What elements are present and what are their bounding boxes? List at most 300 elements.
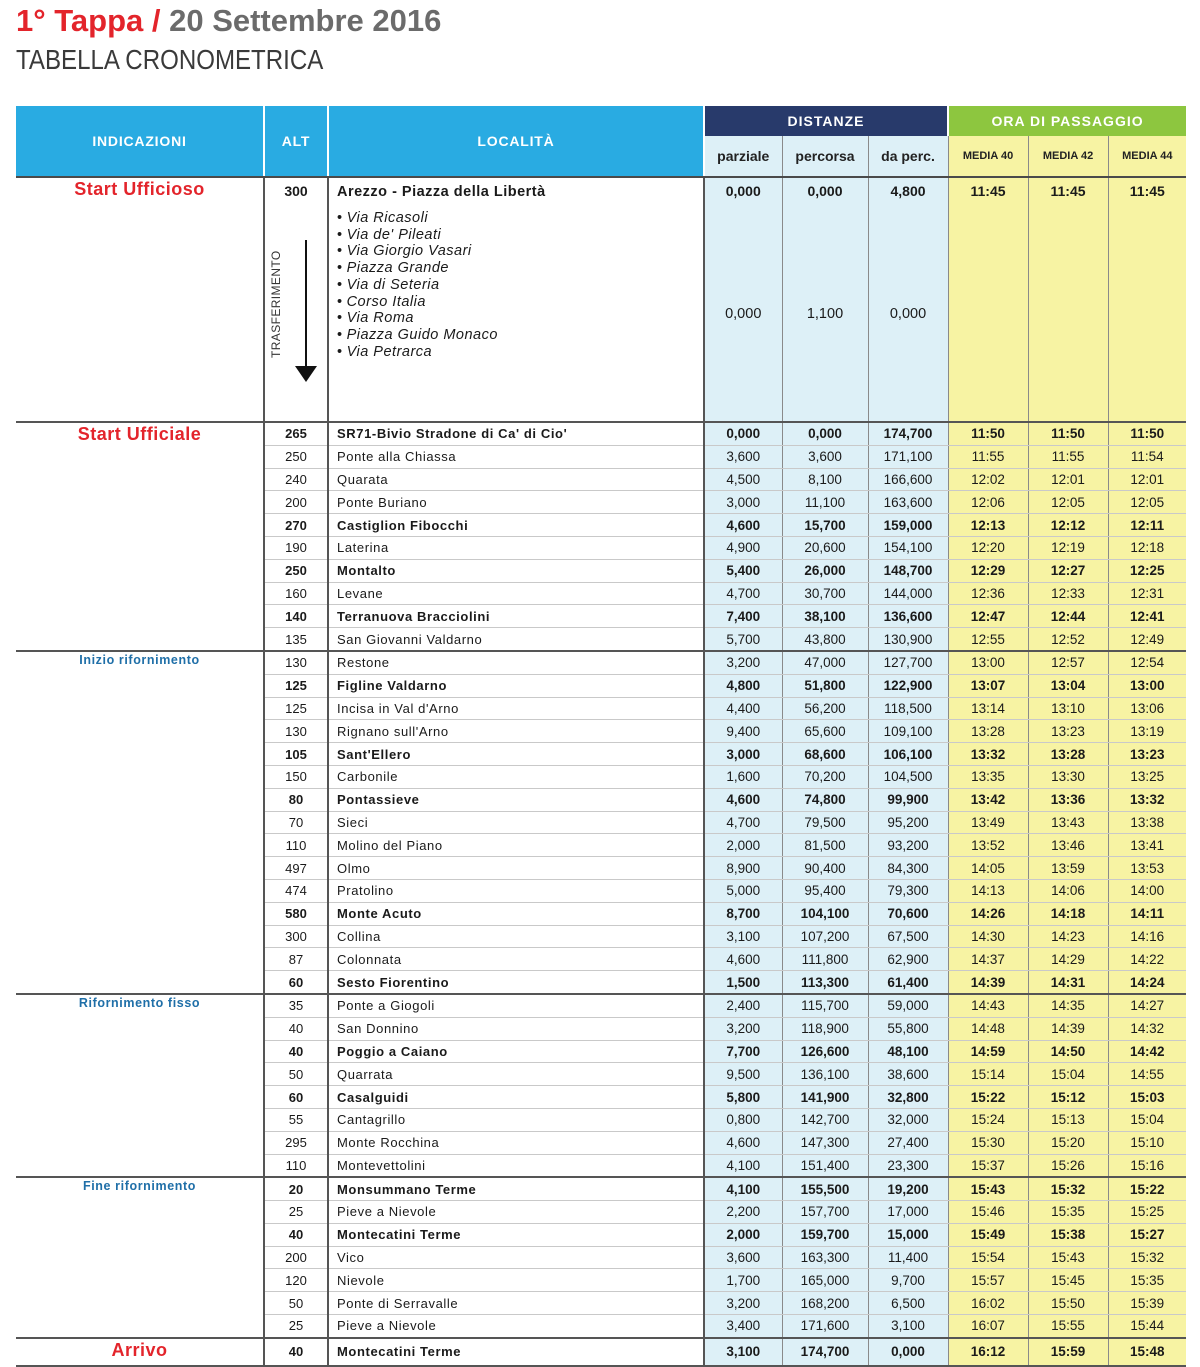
media42-value: 11:45 bbox=[1050, 183, 1086, 199]
da-perc-cell: 174,700 bbox=[868, 422, 948, 445]
parziale-cell: 9,400 bbox=[704, 720, 782, 743]
table-row bbox=[16, 1338, 1186, 1366]
media44-cell: 12:18 bbox=[1108, 536, 1186, 559]
media44-cell: 14:00 bbox=[1108, 879, 1186, 902]
media42-cell: 15:38 bbox=[1028, 1223, 1108, 1246]
parziale-cell: 3,600 bbox=[704, 445, 782, 468]
media42-cell: 15:50 bbox=[1028, 1292, 1108, 1315]
da-perc-cell: 154,100 bbox=[868, 536, 948, 559]
localita-cell: Monsummano Terme bbox=[328, 1177, 704, 1200]
da-perc-cell: 148,700 bbox=[868, 559, 948, 582]
indicazione-cell bbox=[16, 1177, 264, 1338]
media42-cell: 14:50 bbox=[1028, 1040, 1108, 1063]
localita-cell: Montecatini Terme bbox=[328, 1338, 704, 1366]
alt-cell: 40 bbox=[264, 1017, 328, 1040]
percorsa-cell: 68,600 bbox=[782, 743, 868, 766]
bullet-icon: • bbox=[337, 243, 343, 260]
da-perc-cell: 38,600 bbox=[868, 1063, 948, 1086]
media42-cell: 15:35 bbox=[1028, 1201, 1108, 1224]
trasf-percorsa-value: 1,100 bbox=[806, 306, 844, 322]
media44-cell: 13:53 bbox=[1108, 857, 1186, 880]
localita-cell: Ponte alla Chiassa bbox=[328, 445, 704, 468]
street-name: Via di Seteria bbox=[346, 276, 440, 293]
alt-cell: 190 bbox=[264, 536, 328, 559]
media44-cell: 13:25 bbox=[1108, 765, 1186, 788]
localita-cell: Montalto bbox=[328, 559, 704, 582]
street-item bbox=[337, 260, 703, 277]
media44-cell: 15:10 bbox=[1108, 1131, 1186, 1154]
media40-cell: 14:43 bbox=[948, 994, 1028, 1017]
media40-cell: 13:28 bbox=[948, 720, 1028, 743]
media44-cell: 15:25 bbox=[1108, 1201, 1186, 1224]
percorsa-cell: 157,700 bbox=[782, 1201, 868, 1224]
da-perc-cell: 159,000 bbox=[868, 514, 948, 537]
parziale-cell: 4,900 bbox=[704, 536, 782, 559]
street-item bbox=[337, 344, 703, 361]
media42-cell: 14:39 bbox=[1028, 1017, 1108, 1040]
table-row bbox=[16, 422, 1186, 445]
percorsa-cell: 165,000 bbox=[782, 1269, 868, 1292]
media42-cell: 12:57 bbox=[1028, 651, 1108, 674]
alt-cell: 125 bbox=[264, 697, 328, 720]
da-perc-cell: 27,400 bbox=[868, 1131, 948, 1154]
parziale-cell: 4,600 bbox=[704, 1131, 782, 1154]
media42-cell: 14:06 bbox=[1028, 879, 1108, 902]
media40-cell: 15:22 bbox=[948, 1086, 1028, 1109]
media40-cell: 12:02 bbox=[948, 468, 1028, 491]
localita-cell: Levane bbox=[328, 582, 704, 605]
media44-cell: 15:22 bbox=[1108, 1177, 1186, 1200]
alt-cell: 110 bbox=[264, 834, 328, 857]
media44-cell: 12:25 bbox=[1108, 559, 1186, 582]
bullet-icon: • bbox=[337, 293, 343, 310]
da-perc-cell: 48,100 bbox=[868, 1040, 948, 1063]
bullet-icon: • bbox=[337, 260, 343, 277]
da-perc-cell: 23,300 bbox=[868, 1154, 948, 1177]
street-name: Via Petrarca bbox=[346, 343, 433, 360]
percorsa-cell: 174,700 bbox=[782, 1338, 868, 1366]
street-name: Via Ricasoli bbox=[346, 210, 429, 226]
media40-cell: 12:36 bbox=[948, 582, 1028, 605]
title-separator: / bbox=[143, 3, 170, 38]
parziale-cell: 9,500 bbox=[704, 1063, 782, 1086]
media42-cell: 13:43 bbox=[1028, 811, 1108, 834]
percorsa-cell: 168,200 bbox=[782, 1292, 868, 1315]
media42-cell: 15:45 bbox=[1028, 1269, 1108, 1292]
indicazione-cell bbox=[16, 651, 264, 994]
street-name: Piazza Grande bbox=[346, 260, 449, 277]
indicazione-label: Inizio rifornimento bbox=[79, 652, 200, 667]
localita-cell: Sant'Ellero bbox=[328, 743, 704, 766]
media40-cell: 12:29 bbox=[948, 559, 1028, 582]
da-perc-cell: 15,000 bbox=[868, 1223, 948, 1246]
media40-cell: 14:37 bbox=[948, 948, 1028, 971]
bullet-icon: • bbox=[337, 310, 343, 327]
localita-cell: Monte Acuto bbox=[328, 902, 704, 925]
localita-cell: Castiglion Fibocchi bbox=[328, 514, 704, 537]
da-perc-cell: 6,500 bbox=[868, 1292, 948, 1315]
da-perc-cell: 84,300 bbox=[868, 857, 948, 880]
parziale-cell: 3,600 bbox=[704, 1246, 782, 1269]
localita-cell: Carbonile bbox=[328, 765, 704, 788]
localita-cell: Ponte a Giogoli bbox=[328, 994, 704, 1017]
da-perc-cell: 62,900 bbox=[868, 948, 948, 971]
parziale-cell: 3,200 bbox=[704, 1292, 782, 1315]
da-perc-cell: 17,000 bbox=[868, 1201, 948, 1224]
da-perc-cell: 127,700 bbox=[868, 651, 948, 674]
media40-cell: 16:02 bbox=[948, 1292, 1028, 1315]
localita-name: Arezzo - Piazza della Libertà bbox=[337, 184, 546, 200]
col-localita: LOCALITÀ bbox=[328, 106, 704, 177]
media44-cell: 13:41 bbox=[1108, 834, 1186, 857]
media44-cell: 13:06 bbox=[1108, 697, 1186, 720]
bullet-icon: • bbox=[337, 276, 343, 293]
media40-cell: 15:24 bbox=[948, 1108, 1028, 1131]
parziale-cell: 4,700 bbox=[704, 582, 782, 605]
alt-cell: 120 bbox=[264, 1269, 328, 1292]
alt-cell: 55 bbox=[264, 1108, 328, 1131]
percorsa-cell: 15,700 bbox=[782, 514, 868, 537]
street-name: Via de' Pileati bbox=[346, 226, 442, 243]
parziale-cell: 3,100 bbox=[704, 925, 782, 948]
media40-cell: 12:55 bbox=[948, 628, 1028, 651]
media44-cell: 12:54 bbox=[1108, 651, 1186, 674]
indicazione-label: Rifornimento fisso bbox=[78, 995, 201, 1010]
localita-cell: Vico bbox=[328, 1246, 704, 1269]
parziale-cell: 4,600 bbox=[704, 788, 782, 811]
da-perc-cell: 99,900 bbox=[868, 788, 948, 811]
percorsa-cell: 20,600 bbox=[782, 536, 868, 559]
alt-cell: 270 bbox=[264, 514, 328, 537]
media40-cell: 13:00 bbox=[948, 651, 1028, 674]
da-perc-cell: 144,000 bbox=[868, 582, 948, 605]
localita-cell: Casalguidi bbox=[328, 1086, 704, 1109]
da-perc-cell: 55,800 bbox=[868, 1017, 948, 1040]
parziale-cell: 0,000 bbox=[704, 422, 782, 445]
percorsa-value: 0,000 bbox=[807, 183, 843, 199]
parziale-cell: 4,100 bbox=[704, 1154, 782, 1177]
col-indicazioni: INDICAZIONI bbox=[16, 106, 264, 177]
media42-cell: 13:30 bbox=[1028, 765, 1108, 788]
media40-cell: 12:20 bbox=[948, 536, 1028, 559]
da-perc-cell: 130,900 bbox=[868, 628, 948, 651]
da-perc-cell: 118,500 bbox=[868, 697, 948, 720]
col-alt: ALT bbox=[264, 106, 328, 177]
trasferimento-label: TRASFERIMENTO bbox=[269, 250, 283, 358]
percorsa-cell: 95,400 bbox=[782, 879, 868, 902]
media42-cell: 11:55 bbox=[1028, 445, 1108, 468]
localita-cell: Quarata bbox=[328, 468, 704, 491]
media42-cell: 12:05 bbox=[1028, 491, 1108, 514]
media42-cell: 12:44 bbox=[1028, 605, 1108, 628]
percorsa-cell: 8,100 bbox=[782, 468, 868, 491]
da-perc-cell: 93,200 bbox=[868, 834, 948, 857]
trasf-da-perc-value: 0,000 bbox=[889, 306, 927, 322]
percorsa-cell: 159,700 bbox=[782, 1223, 868, 1246]
parziale-cell: 4,500 bbox=[704, 468, 782, 491]
media42-cell: 13:59 bbox=[1028, 857, 1108, 880]
parziale-cell: 3,200 bbox=[704, 1017, 782, 1040]
media44-cell: 15:35 bbox=[1108, 1269, 1186, 1292]
percorsa-cell: 56,200 bbox=[782, 697, 868, 720]
da-perc-cell: 136,600 bbox=[868, 605, 948, 628]
percorsa-cell: 30,700 bbox=[782, 582, 868, 605]
media44-cell: 14:42 bbox=[1108, 1040, 1186, 1063]
media44-cell: 13:00 bbox=[1108, 674, 1186, 697]
media42-cell: 15:12 bbox=[1028, 1086, 1108, 1109]
media44-cell: 15:16 bbox=[1108, 1154, 1186, 1177]
media42-cell: 11:50 bbox=[1028, 422, 1108, 445]
media44-cell: 11:54 bbox=[1108, 445, 1186, 468]
media40-cell: 15:37 bbox=[948, 1154, 1028, 1177]
alt-cell: 580 bbox=[264, 902, 328, 925]
media42-cell: 13:23 bbox=[1028, 720, 1108, 743]
localita-cell: Nievole bbox=[328, 1269, 704, 1292]
percorsa-cell: 118,900 bbox=[782, 1017, 868, 1040]
da-perc-cell: 61,400 bbox=[868, 971, 948, 994]
media40-value: 11:45 bbox=[970, 183, 1006, 199]
street-item bbox=[337, 210, 703, 227]
alt-cell: 80 bbox=[264, 788, 328, 811]
da-perc-cell: 106,100 bbox=[868, 743, 948, 766]
percorsa-cell: 151,400 bbox=[782, 1154, 868, 1177]
alt-cell: 130 bbox=[264, 720, 328, 743]
alt-cell: 25 bbox=[264, 1315, 328, 1338]
parziale-cell: 7,400 bbox=[704, 605, 782, 628]
percorsa-cell: 43,800 bbox=[782, 628, 868, 651]
percorsa-cell: 163,300 bbox=[782, 1246, 868, 1269]
percorsa-cell: 113,300 bbox=[782, 971, 868, 994]
da-perc-cell: 19,200 bbox=[868, 1177, 948, 1200]
percorsa-cell: 26,000 bbox=[782, 559, 868, 582]
media42-cell: 13:04 bbox=[1028, 674, 1108, 697]
localita-cell: Monte Rocchina bbox=[328, 1131, 704, 1154]
localita-cell: Restone bbox=[328, 651, 704, 674]
media40-cell: 13:52 bbox=[948, 834, 1028, 857]
media42-cell: 15:32 bbox=[1028, 1177, 1108, 1200]
localita-cell: Collina bbox=[328, 925, 704, 948]
percorsa-cell bbox=[782, 177, 868, 422]
street-name: Corso Italia bbox=[346, 293, 426, 310]
alt-cell: 50 bbox=[264, 1063, 328, 1086]
media42-cell: 14:35 bbox=[1028, 994, 1108, 1017]
localita-cell: Pratolino bbox=[328, 879, 704, 902]
media42-cell: 12:12 bbox=[1028, 514, 1108, 537]
da-perc-cell: 67,500 bbox=[868, 925, 948, 948]
parziale-cell: 4,100 bbox=[704, 1177, 782, 1200]
media40-cell: 13:07 bbox=[948, 674, 1028, 697]
percorsa-cell: 81,500 bbox=[782, 834, 868, 857]
page-subtitle: TABELLA CRONOMETRICA bbox=[16, 44, 324, 75]
localita-cell: Montevettolini bbox=[328, 1154, 704, 1177]
media44-cell: 15:03 bbox=[1108, 1086, 1186, 1109]
parziale-cell: 3,000 bbox=[704, 491, 782, 514]
timetable bbox=[16, 106, 1186, 1367]
alt-cell: 87 bbox=[264, 948, 328, 971]
street-item bbox=[337, 294, 703, 311]
percorsa-cell: 0,000 bbox=[782, 422, 868, 445]
da-perc-cell: 11,400 bbox=[868, 1246, 948, 1269]
media40-cell: 15:49 bbox=[948, 1223, 1028, 1246]
parziale-cell: 8,700 bbox=[704, 902, 782, 925]
percorsa-cell: 104,100 bbox=[782, 902, 868, 925]
media40-cell: 14:59 bbox=[948, 1040, 1028, 1063]
media42-cell: 12:01 bbox=[1028, 468, 1108, 491]
media42-cell: 15:55 bbox=[1028, 1315, 1108, 1338]
media42-cell: 13:28 bbox=[1028, 743, 1108, 766]
alt-cell: 474 bbox=[264, 879, 328, 902]
media40-cell: 15:30 bbox=[948, 1131, 1028, 1154]
stage-number: 1° Tappa bbox=[16, 3, 144, 38]
parziale-cell: 1,600 bbox=[704, 765, 782, 788]
da-perc-cell: 9,700 bbox=[868, 1269, 948, 1292]
localita-cell: Terranuova Bracciolini bbox=[328, 605, 704, 628]
parziale-cell: 5,800 bbox=[704, 1086, 782, 1109]
parziale-cell: 5,000 bbox=[704, 879, 782, 902]
bullet-icon: • bbox=[337, 226, 343, 243]
media44-value: 11:45 bbox=[1129, 183, 1165, 199]
localita-cell: Colonnata bbox=[328, 948, 704, 971]
alt-cell: 200 bbox=[264, 491, 328, 514]
media40-cell: 15:14 bbox=[948, 1063, 1028, 1086]
localita-cell: San Donnino bbox=[328, 1017, 704, 1040]
da-perc-value: 4,800 bbox=[890, 183, 926, 199]
percorsa-cell: 142,700 bbox=[782, 1108, 868, 1131]
localita-cell: SR71-Bivio Stradone di Ca' di Cio' bbox=[328, 422, 704, 445]
localita-cell: Incisa in Val d'Arno bbox=[328, 697, 704, 720]
media42-cell: 15:13 bbox=[1028, 1108, 1108, 1131]
localita-cell: Olmo bbox=[328, 857, 704, 880]
da-perc-cell: 59,000 bbox=[868, 994, 948, 1017]
percorsa-cell: 155,500 bbox=[782, 1177, 868, 1200]
percorsa-cell: 136,100 bbox=[782, 1063, 868, 1086]
percorsa-cell: 107,200 bbox=[782, 925, 868, 948]
alt-cell: 40 bbox=[264, 1338, 328, 1366]
alt-cell: 40 bbox=[264, 1040, 328, 1063]
media44-cell: 11:50 bbox=[1108, 422, 1186, 445]
alt-cell: 250 bbox=[264, 559, 328, 582]
media40-cell: 13:49 bbox=[948, 811, 1028, 834]
parziale-cell: 1,700 bbox=[704, 1269, 782, 1292]
parziale-cell: 2,000 bbox=[704, 834, 782, 857]
media40-cell: 13:32 bbox=[948, 743, 1028, 766]
media42-cell: 14:18 bbox=[1028, 902, 1108, 925]
media42-cell: 15:04 bbox=[1028, 1063, 1108, 1086]
media44-cell bbox=[1108, 177, 1186, 422]
media40-cell: 15:54 bbox=[948, 1246, 1028, 1269]
parziale-cell: 4,800 bbox=[704, 674, 782, 697]
media42-cell: 14:29 bbox=[1028, 948, 1108, 971]
media42-cell: 12:52 bbox=[1028, 628, 1108, 651]
media44-cell: 14:32 bbox=[1108, 1017, 1186, 1040]
media42-cell: 13:36 bbox=[1028, 788, 1108, 811]
localita-cell: Rignano sull'Arno bbox=[328, 720, 704, 743]
col-group-ora: ORA DI PASSAGGIO bbox=[948, 106, 1186, 136]
street-name: Via Roma bbox=[346, 310, 414, 327]
percorsa-cell: 65,600 bbox=[782, 720, 868, 743]
localita-cell: Montecatini Terme bbox=[328, 1223, 704, 1246]
parziale-cell bbox=[704, 177, 782, 422]
media40-cell: 12:13 bbox=[948, 514, 1028, 537]
media40-cell: 11:55 bbox=[948, 445, 1028, 468]
parziale-cell: 3,200 bbox=[704, 651, 782, 674]
media40-cell: 13:14 bbox=[948, 697, 1028, 720]
percorsa-cell: 115,700 bbox=[782, 994, 868, 1017]
media40-cell: 15:43 bbox=[948, 1177, 1028, 1200]
street-name: Piazza Guido Monaco bbox=[346, 326, 498, 343]
da-perc-cell: 0,000 bbox=[868, 1338, 948, 1366]
indicazione-label: Fine rifornimento bbox=[83, 1179, 196, 1194]
media44-cell: 12:41 bbox=[1108, 605, 1186, 628]
alt-cell: 60 bbox=[264, 1086, 328, 1109]
alt-cell: 50 bbox=[264, 1292, 328, 1315]
da-perc-cell: 104,500 bbox=[868, 765, 948, 788]
da-perc-cell: 163,600 bbox=[868, 491, 948, 514]
media44-cell: 14:16 bbox=[1108, 925, 1186, 948]
media42-cell: 14:23 bbox=[1028, 925, 1108, 948]
alt-cell: 70 bbox=[264, 811, 328, 834]
down-arrow-icon bbox=[305, 240, 307, 368]
percorsa-cell: 147,300 bbox=[782, 1131, 868, 1154]
alt-cell: 35 bbox=[264, 994, 328, 1017]
parziale-cell: 8,900 bbox=[704, 857, 782, 880]
parziale-cell: 3,400 bbox=[704, 1315, 782, 1338]
alt-cell bbox=[264, 177, 328, 422]
start-ufficioso-row bbox=[16, 177, 1186, 422]
alt-cell: 25 bbox=[264, 1201, 328, 1224]
arrow-head-icon bbox=[295, 366, 317, 382]
street-item bbox=[337, 277, 703, 294]
media44-cell: 15:48 bbox=[1108, 1338, 1186, 1366]
alt-cell: 200 bbox=[264, 1246, 328, 1269]
percorsa-cell: 38,100 bbox=[782, 605, 868, 628]
alt-cell: 265 bbox=[264, 422, 328, 445]
localita-cell: Laterina bbox=[328, 536, 704, 559]
da-perc-cell: 171,100 bbox=[868, 445, 948, 468]
bullet-icon: • bbox=[337, 343, 343, 360]
alt-cell: 300 bbox=[264, 925, 328, 948]
alt-cell: 160 bbox=[264, 582, 328, 605]
bullet-icon: • bbox=[337, 210, 343, 226]
media42-cell: 15:43 bbox=[1028, 1246, 1108, 1269]
alt-cell: 295 bbox=[264, 1131, 328, 1154]
media42-cell: 12:27 bbox=[1028, 559, 1108, 582]
street-item bbox=[337, 310, 703, 327]
percorsa-cell: 74,800 bbox=[782, 788, 868, 811]
media44-cell: 15:27 bbox=[1108, 1223, 1186, 1246]
percorsa-cell: 3,600 bbox=[782, 445, 868, 468]
media40-cell: 15:46 bbox=[948, 1201, 1028, 1224]
media40-cell: 12:06 bbox=[948, 491, 1028, 514]
media40-cell: 12:47 bbox=[948, 605, 1028, 628]
indicazione-label: Start Ufficiale bbox=[77, 424, 202, 444]
indicazione-cell bbox=[16, 177, 264, 422]
media44-cell: 13:38 bbox=[1108, 811, 1186, 834]
parziale-cell: 4,600 bbox=[704, 514, 782, 537]
parziale-value: 0,000 bbox=[725, 183, 761, 199]
parziale-cell: 4,400 bbox=[704, 697, 782, 720]
media40-cell: 14:30 bbox=[948, 925, 1028, 948]
media44-cell: 12:01 bbox=[1108, 468, 1186, 491]
media44-cell: 14:27 bbox=[1108, 994, 1186, 1017]
alt-cell: 40 bbox=[264, 1223, 328, 1246]
da-perc-cell: 3,100 bbox=[868, 1315, 948, 1338]
media44-cell: 12:11 bbox=[1108, 514, 1186, 537]
media42-cell: 14:31 bbox=[1028, 971, 1108, 994]
da-perc-cell: 122,900 bbox=[868, 674, 948, 697]
media44-cell: 15:32 bbox=[1108, 1246, 1186, 1269]
da-perc-cell: 166,600 bbox=[868, 468, 948, 491]
